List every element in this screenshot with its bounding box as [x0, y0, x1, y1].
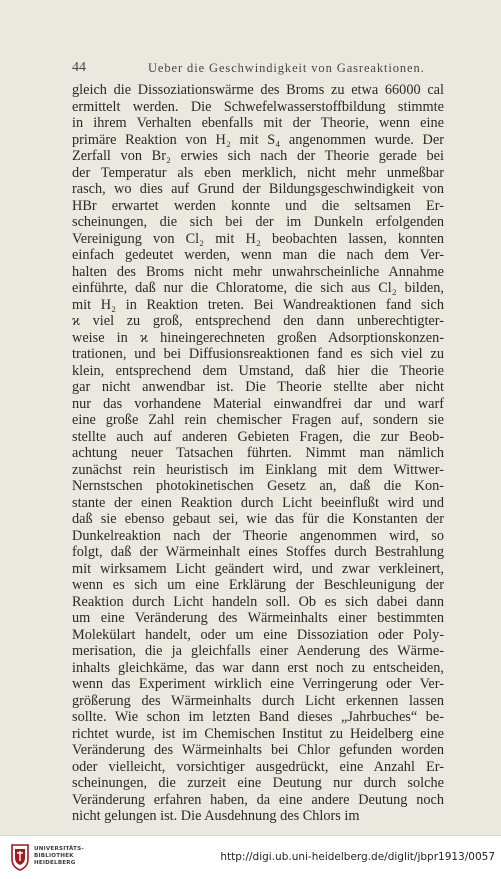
text-line: HBr erwartet werden konnte und die seltsamen Er- [72, 197, 444, 214]
text-line: Vereinigung von Cl₂ mit H₂ beobachten lassen, konnten [72, 230, 444, 247]
text-line: nicht gelungen ist. Die Ausdehnung des Chlors im [72, 808, 360, 824]
text-line: weise in ϰ hineingerechneten großen Adsorptionskonzen- [72, 329, 444, 346]
text-line: einführte, daß nur die Chloratome, die sich aus Cl₂ bilden, [72, 280, 444, 296]
text-line: mit wirksamem Licht geändert wird, und zwar verkleinert, [72, 560, 444, 577]
text-line: sollte. Wie schon im letzten Band dieses „Jahrbuches“ be- [72, 709, 444, 725]
text-line: zunächst rein heuristisch im Einklang mit dem Wittwer- [72, 461, 444, 478]
text-line: merisation, die ja gleichfalls einer Aenderung des Wärme- [72, 643, 444, 659]
page-number: 44 [72, 60, 86, 75]
text-line: stante der einen Reaktion durch Licht beeinflußt wird und [72, 494, 444, 511]
text-line: der Temperatur als eben merklich, nicht mehr unmeßbar [72, 164, 444, 181]
text-line: nur das vorhandene Material einwandfrei dar und warf [72, 395, 444, 412]
text-line: in ihrem Verhalten ebenfalls mit der Theorie, wenn eine [72, 115, 444, 131]
library-logo-text [34, 846, 84, 867]
running-title: Ueber die Geschwindigkeit von Gasreaktionen. [148, 61, 425, 75]
text-line: klein, entsprechend dem Umstand, daß hier die Theorie [72, 362, 444, 379]
text-line: wenn das Experiment wirklich eine Verringerung oder Ver- [72, 676, 444, 692]
permalink-url[interactable]: http://digi.ub.uni-heidelberg.de/diglit/jbpr1913/0057 [220, 851, 495, 863]
text-line: inhalts gleichkäme, das war dann erst noch zu entscheiden, [72, 659, 444, 676]
text-line: ϰ viel zu groß, entsprechend den dann unberechtigter- [72, 313, 444, 329]
text-line: wenn es sich um eine Erklärung der Beschleunigung der [72, 577, 444, 593]
university-seal-icon [10, 843, 30, 871]
text-line: scheinungen, die zurzeit eine Deutung nur durch solche [72, 775, 444, 791]
text-line: gar nicht anwendbar ist. Die Theorie stellte aber nicht [72, 379, 444, 395]
text-line: Reaktion durch Licht handeln soll. Ob es sich dabei dann [72, 593, 444, 610]
text-line: daß sie ebenso gebaut sei, wie das für die Konstanten der [72, 511, 444, 527]
text-line: richtet wurde, ist im Chemischen Institut zu Heidelberg eine [72, 725, 444, 742]
logo-line: UNIVERSITÄTS- [34, 846, 84, 852]
text-line: eine große Zahl rein chemischer Fragen auf, sondern sie [72, 412, 444, 428]
text-line: einfach gedeutet werden, wenn man die nach dem Ver- [72, 247, 444, 263]
text-line: stellte auch auf anderen Gebieten Fragen, die zur Beob- [72, 428, 444, 445]
page-header [72, 60, 430, 76]
text-line: größerung des Wärmeinhalts durch Licht erkennen lassen [72, 692, 444, 709]
text-line: achtung neuer Tatsachen führten. Nimmt man nämlich [72, 445, 444, 461]
logo-line: BIBLIOTHEK [34, 853, 74, 859]
text-line: Molekülart handelt, oder um eine Dissoziation oder Poly- [72, 626, 444, 643]
text-line: folgt, daß der Wärmeinhalt eines Stoffes durch Bestrahlung [72, 544, 444, 560]
text-line: Dunkelreaktion nach der Theorie angenommen wird, so [72, 527, 444, 544]
footer-bar [0, 835, 501, 879]
text-line: halten des Broms nicht mehr unwahrscheinliche Annahme [72, 263, 444, 280]
body-text [72, 82, 444, 825]
text-line: primäre Reaktion von H₂ mit S₄ angenommen wurde. Der [72, 131, 444, 148]
text-line: mit H₂ in Reaktion treten. Bei Wandreaktionen fand sich [72, 296, 444, 313]
text-line: scheinungen, die sich bei der im Dunkeln erfolgenden [72, 214, 444, 230]
logo-line: HEIDELBERG [34, 860, 76, 866]
text-line: oder vielleicht, vorsichtiger ausgedrückt, eine Anzahl Er- [72, 758, 444, 775]
text-line: gleich die Dissoziationswärme des Broms zu etwa 66000 cal [72, 82, 444, 98]
text-line: ermittelt werden. Die Schwefelwasserstoffbildung stimmte [72, 98, 444, 115]
text-line: Nernstschen photokinetischen Gesetz an, daß die Kon- [72, 478, 444, 494]
text-line: Veränderung erfahren haben, da eine andere Deutung noch [72, 791, 444, 808]
text-line: Veränderung des Wärmeinhalts bei Chlor gefunden worden [72, 742, 444, 758]
text-line: um eine Veränderung des Wärmeinhalts einer bestimmten [72, 610, 444, 626]
text-line: trationen, und bei Diffusionsreaktionen fand es sich viel zu [72, 346, 444, 362]
text-line: Zerfall von Br₂ erwies sich nach der Theorie gerade bei [72, 148, 444, 164]
text-line: rasch, wo dies auf Grund der Bildungsgeschwindigkeit von [72, 181, 444, 197]
